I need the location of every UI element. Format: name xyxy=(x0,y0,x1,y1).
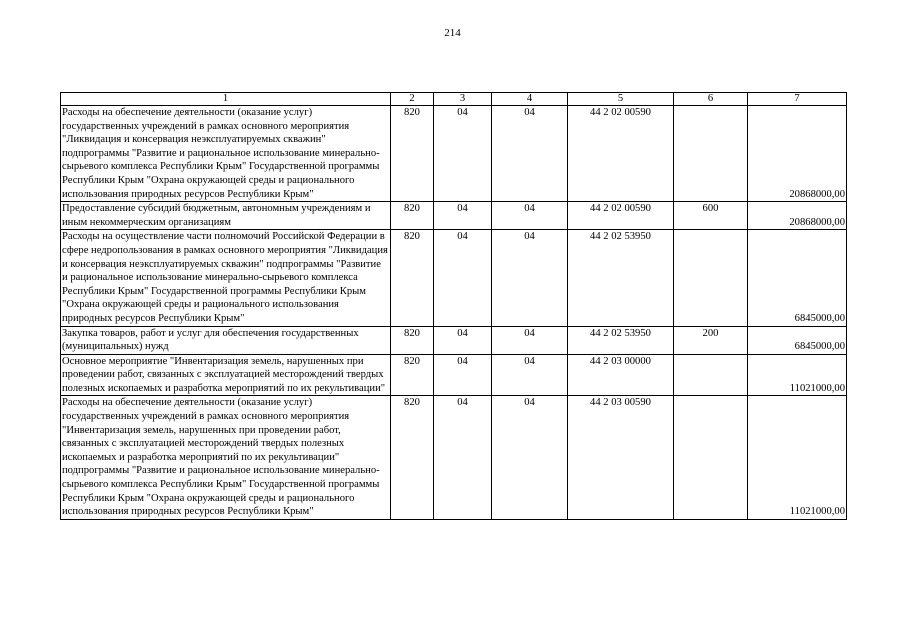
row-col3: 04 xyxy=(434,396,492,519)
row-amount: 6845000,00 xyxy=(748,230,847,326)
row-col6 xyxy=(674,230,748,326)
row-col2: 820 xyxy=(391,230,434,326)
row-col6 xyxy=(674,396,748,519)
row-col2: 820 xyxy=(391,106,434,202)
row-amount: 11021000,00 xyxy=(748,396,847,519)
row-col5: 44 2 02 00590 xyxy=(568,202,674,230)
row-col2: 820 xyxy=(391,326,434,354)
row-col4: 04 xyxy=(492,354,568,396)
table-row xyxy=(61,354,847,396)
table-row xyxy=(61,106,847,202)
row-col2: 820 xyxy=(391,202,434,230)
row-description: Расходы на обеспечение деятельности (оказание услуг) государственных учреждений в рамках основного мероприятия "Инвентаризация земель, нарушенных при проведении работ, связанных с эксплуатацией месторождений твердых полезных ископаемых и разработка мероприятий по их рекультивации" подпрограммы "Развитие и рациональное использование минерально-сырьевого комплекса Республики Крым" Государственной программы Республики Крым "Охрана окружающей среды и рационального использования природных ресурсов Республики Крым" xyxy=(61,396,391,519)
header-cell: 4 xyxy=(492,93,568,106)
budget-table xyxy=(60,92,847,520)
row-col3: 04 xyxy=(434,326,492,354)
row-col2: 820 xyxy=(391,396,434,519)
header-cell: 7 xyxy=(748,93,847,106)
row-description: Предоставление субсидий бюджетным, автономным учреждениям и иным некоммерческим организациям xyxy=(61,202,391,230)
row-amount: 20868000,00 xyxy=(748,106,847,202)
row-col6: 600 xyxy=(674,202,748,230)
table-row xyxy=(61,396,847,519)
row-description: Основное мероприятие "Инвентаризация земель, нарушенных при проведении работ, связанных с эксплуатацией месторождений твердых полезных ископаемых и разработка мероприятий по их рекультивации" xyxy=(61,354,391,396)
row-col3: 04 xyxy=(434,106,492,202)
header-cell: 3 xyxy=(434,93,492,106)
row-description: Закупка товаров, работ и услуг для обеспечения государственных (муниципальных) нужд xyxy=(61,326,391,354)
row-col4: 04 xyxy=(492,396,568,519)
row-col5: 44 2 03 00000 xyxy=(568,354,674,396)
row-col2: 820 xyxy=(391,354,434,396)
row-col4: 04 xyxy=(492,326,568,354)
header-cell: 5 xyxy=(568,93,674,106)
row-amount: 20868000,00 xyxy=(748,202,847,230)
table-row xyxy=(61,326,847,354)
row-col6: 200 xyxy=(674,326,748,354)
row-col5: 44 2 02 00590 xyxy=(568,106,674,202)
row-col4: 04 xyxy=(492,202,568,230)
row-col3: 04 xyxy=(434,354,492,396)
row-col6 xyxy=(674,106,748,202)
row-col3: 04 xyxy=(434,230,492,326)
row-col5: 44 2 02 53950 xyxy=(568,326,674,354)
row-col4: 04 xyxy=(492,106,568,202)
row-col5: 44 2 03 00590 xyxy=(568,396,674,519)
row-description: Расходы на осуществление части полномочий Российской Федерации в сфере недропользования в рамках основного мероприятия "Ликвидация и консервация неэксплуатируемых скважин" подпрограммы "Развитие и рациональное использование минерально-сырьевого комплекса Республики Крым" Государственной программы Республики Крым "Охрана окружающей среды и рационального использования природных ресурсов Республики Крым" xyxy=(61,230,391,326)
row-col5: 44 2 02 53950 xyxy=(568,230,674,326)
row-col4: 04 xyxy=(492,230,568,326)
row-col6 xyxy=(674,354,748,396)
table-row xyxy=(61,202,847,230)
row-col3: 04 xyxy=(434,202,492,230)
header-cell: 6 xyxy=(674,93,748,106)
header-cell: 1 xyxy=(61,93,391,106)
table-row xyxy=(61,230,847,326)
row-description: Расходы на обеспечение деятельности (оказание услуг) государственных учреждений в рамках основного мероприятия "Ликвидация и консервация неэксплуатируемых скважин" подпрограммы "Развитие и рациональное использование минерально-сырьевого комплекса Республики Крым" Государственной программы Республики Крым "Охрана окружающей среды и рационального использования природных ресурсов Республики Крым" xyxy=(61,106,391,202)
row-amount: 6845000,00 xyxy=(748,326,847,354)
row-amount: 11021000,00 xyxy=(748,354,847,396)
header-cell: 2 xyxy=(391,93,434,106)
page-number: 214 xyxy=(444,27,461,39)
table-header-row xyxy=(61,93,847,106)
